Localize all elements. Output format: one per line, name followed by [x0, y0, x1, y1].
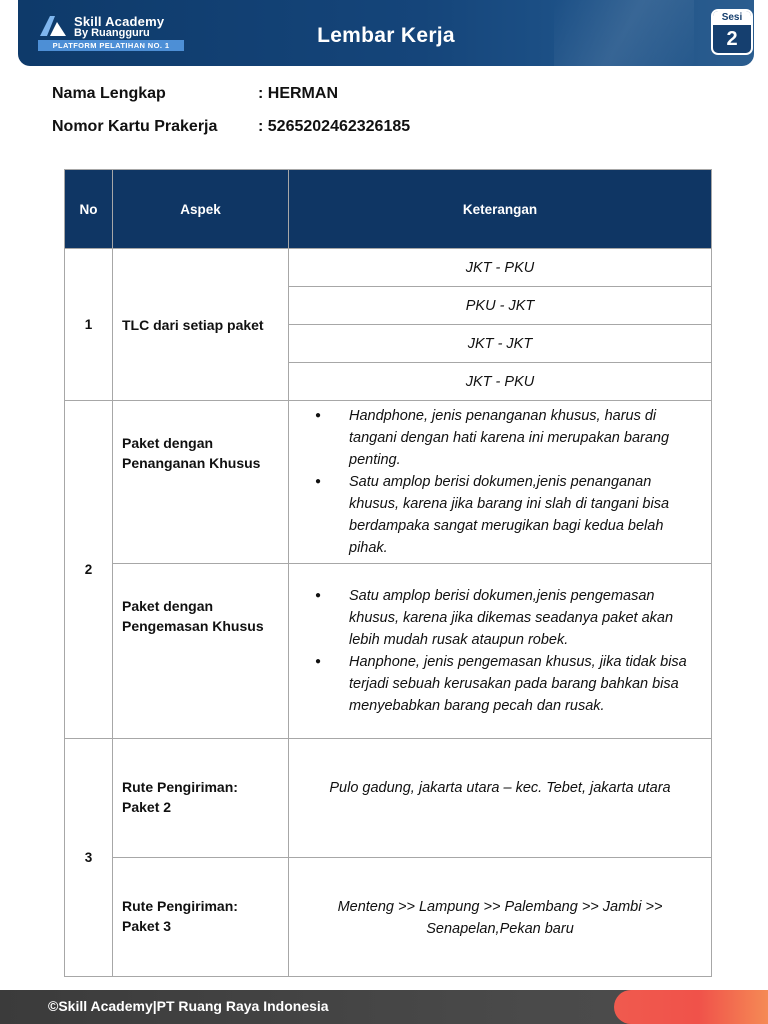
row-number: 3 — [65, 739, 113, 977]
keterangan-cell — [289, 401, 712, 564]
keterangan-cell — [289, 564, 712, 739]
row-number: 2 — [65, 401, 113, 739]
header-aspek: Aspek — [113, 170, 289, 249]
sesi-badge — [711, 9, 753, 55]
aspek-cell: Paket dengan Penanganan Khusus — [113, 401, 289, 564]
aspek-line: Paket 3 — [122, 918, 172, 934]
bullet-list — [289, 405, 711, 559]
header-no: No — [65, 170, 113, 249]
footer-bar — [0, 990, 768, 1024]
bullet-list — [289, 585, 711, 717]
aspek-line: Paket 2 — [122, 799, 172, 815]
logo-title: Skill Academy — [74, 14, 165, 29]
aspek-line: Rute Pengiriman: — [122, 779, 238, 795]
card-number-label: Nomor Kartu Prakerja — [52, 118, 218, 135]
bullet-item: ● Satu amplop berisi dokumen,jenis penanganan khusus, karena jika barang ini slah di tangani bisa berdampaka sangat merugikan bagi kedua belah pihak. — [349, 471, 691, 559]
aspek-line: Rute Pengiriman: — [122, 898, 238, 914]
route-cell: JKT - PKU — [289, 363, 712, 401]
table-row — [65, 401, 712, 564]
aspek-cell — [113, 739, 289, 858]
table-row — [65, 564, 712, 739]
aspek-cell: TLC dari setiap paket — [113, 249, 289, 401]
route-cell: JKT - PKU — [289, 249, 712, 287]
header-keterangan: Keterangan — [289, 170, 712, 249]
row-number: 1 — [65, 249, 113, 401]
route-line: Menteng >> Lampung >> Palembang >> Jambi >> — [337, 899, 663, 915]
worksheet-table — [64, 169, 712, 977]
bullet-item: ● Hanphone, jenis pengemasan khusus, jika tidak bisa terjadi sebuah kerusakan pada barang bahkan bisa menyebabkan barang pecah dan rusak. — [349, 651, 691, 717]
bullet-item: ● Handphone, jenis penanganan khusus, harus di tangani dengan hati karena ini merupakan barang penting. — [349, 405, 691, 471]
route-line: Senapelan,Pekan baru — [426, 921, 574, 937]
table-row — [65, 858, 712, 977]
name-label: Nama Lengkap — [52, 85, 166, 102]
table-row — [65, 739, 712, 858]
aspek-cell — [113, 858, 289, 977]
table-header-row — [65, 170, 712, 249]
card-number-value: : 5265202462326185 — [258, 118, 411, 135]
bullet-item: ● Satu amplop berisi dokumen,jenis pengemasan khusus, karena jika dikemas seadanya paket akan lebih mudah rusak ataupun robek. — [349, 585, 691, 651]
route-description — [289, 858, 712, 977]
route-cell: PKU - JKT — [289, 287, 712, 325]
logo-subtitle: By Ruangguru — [74, 27, 150, 39]
sesi-label: Sesi — [713, 11, 751, 25]
name-value: : HERMAN — [258, 85, 338, 102]
table-row — [65, 249, 712, 287]
footer-copyright: ©Skill Academy|PT Ruang Raya Indonesia — [48, 998, 329, 1014]
route-cell: JKT - JKT — [289, 325, 712, 363]
page-title: Lembar Kerja — [317, 24, 455, 47]
sesi-number: 2 — [726, 28, 738, 50]
route-description: Pulo gadung, jakarta utara – kec. Tebet, jakarta utara — [289, 739, 712, 858]
header-banner — [18, 0, 754, 66]
logo-badge: PLATFORM PELATIHAN NO. 1 — [38, 40, 184, 51]
footer-accent-shape — [614, 990, 768, 1024]
aspek-cell: Paket dengan Pengemasan Khusus — [113, 564, 289, 739]
